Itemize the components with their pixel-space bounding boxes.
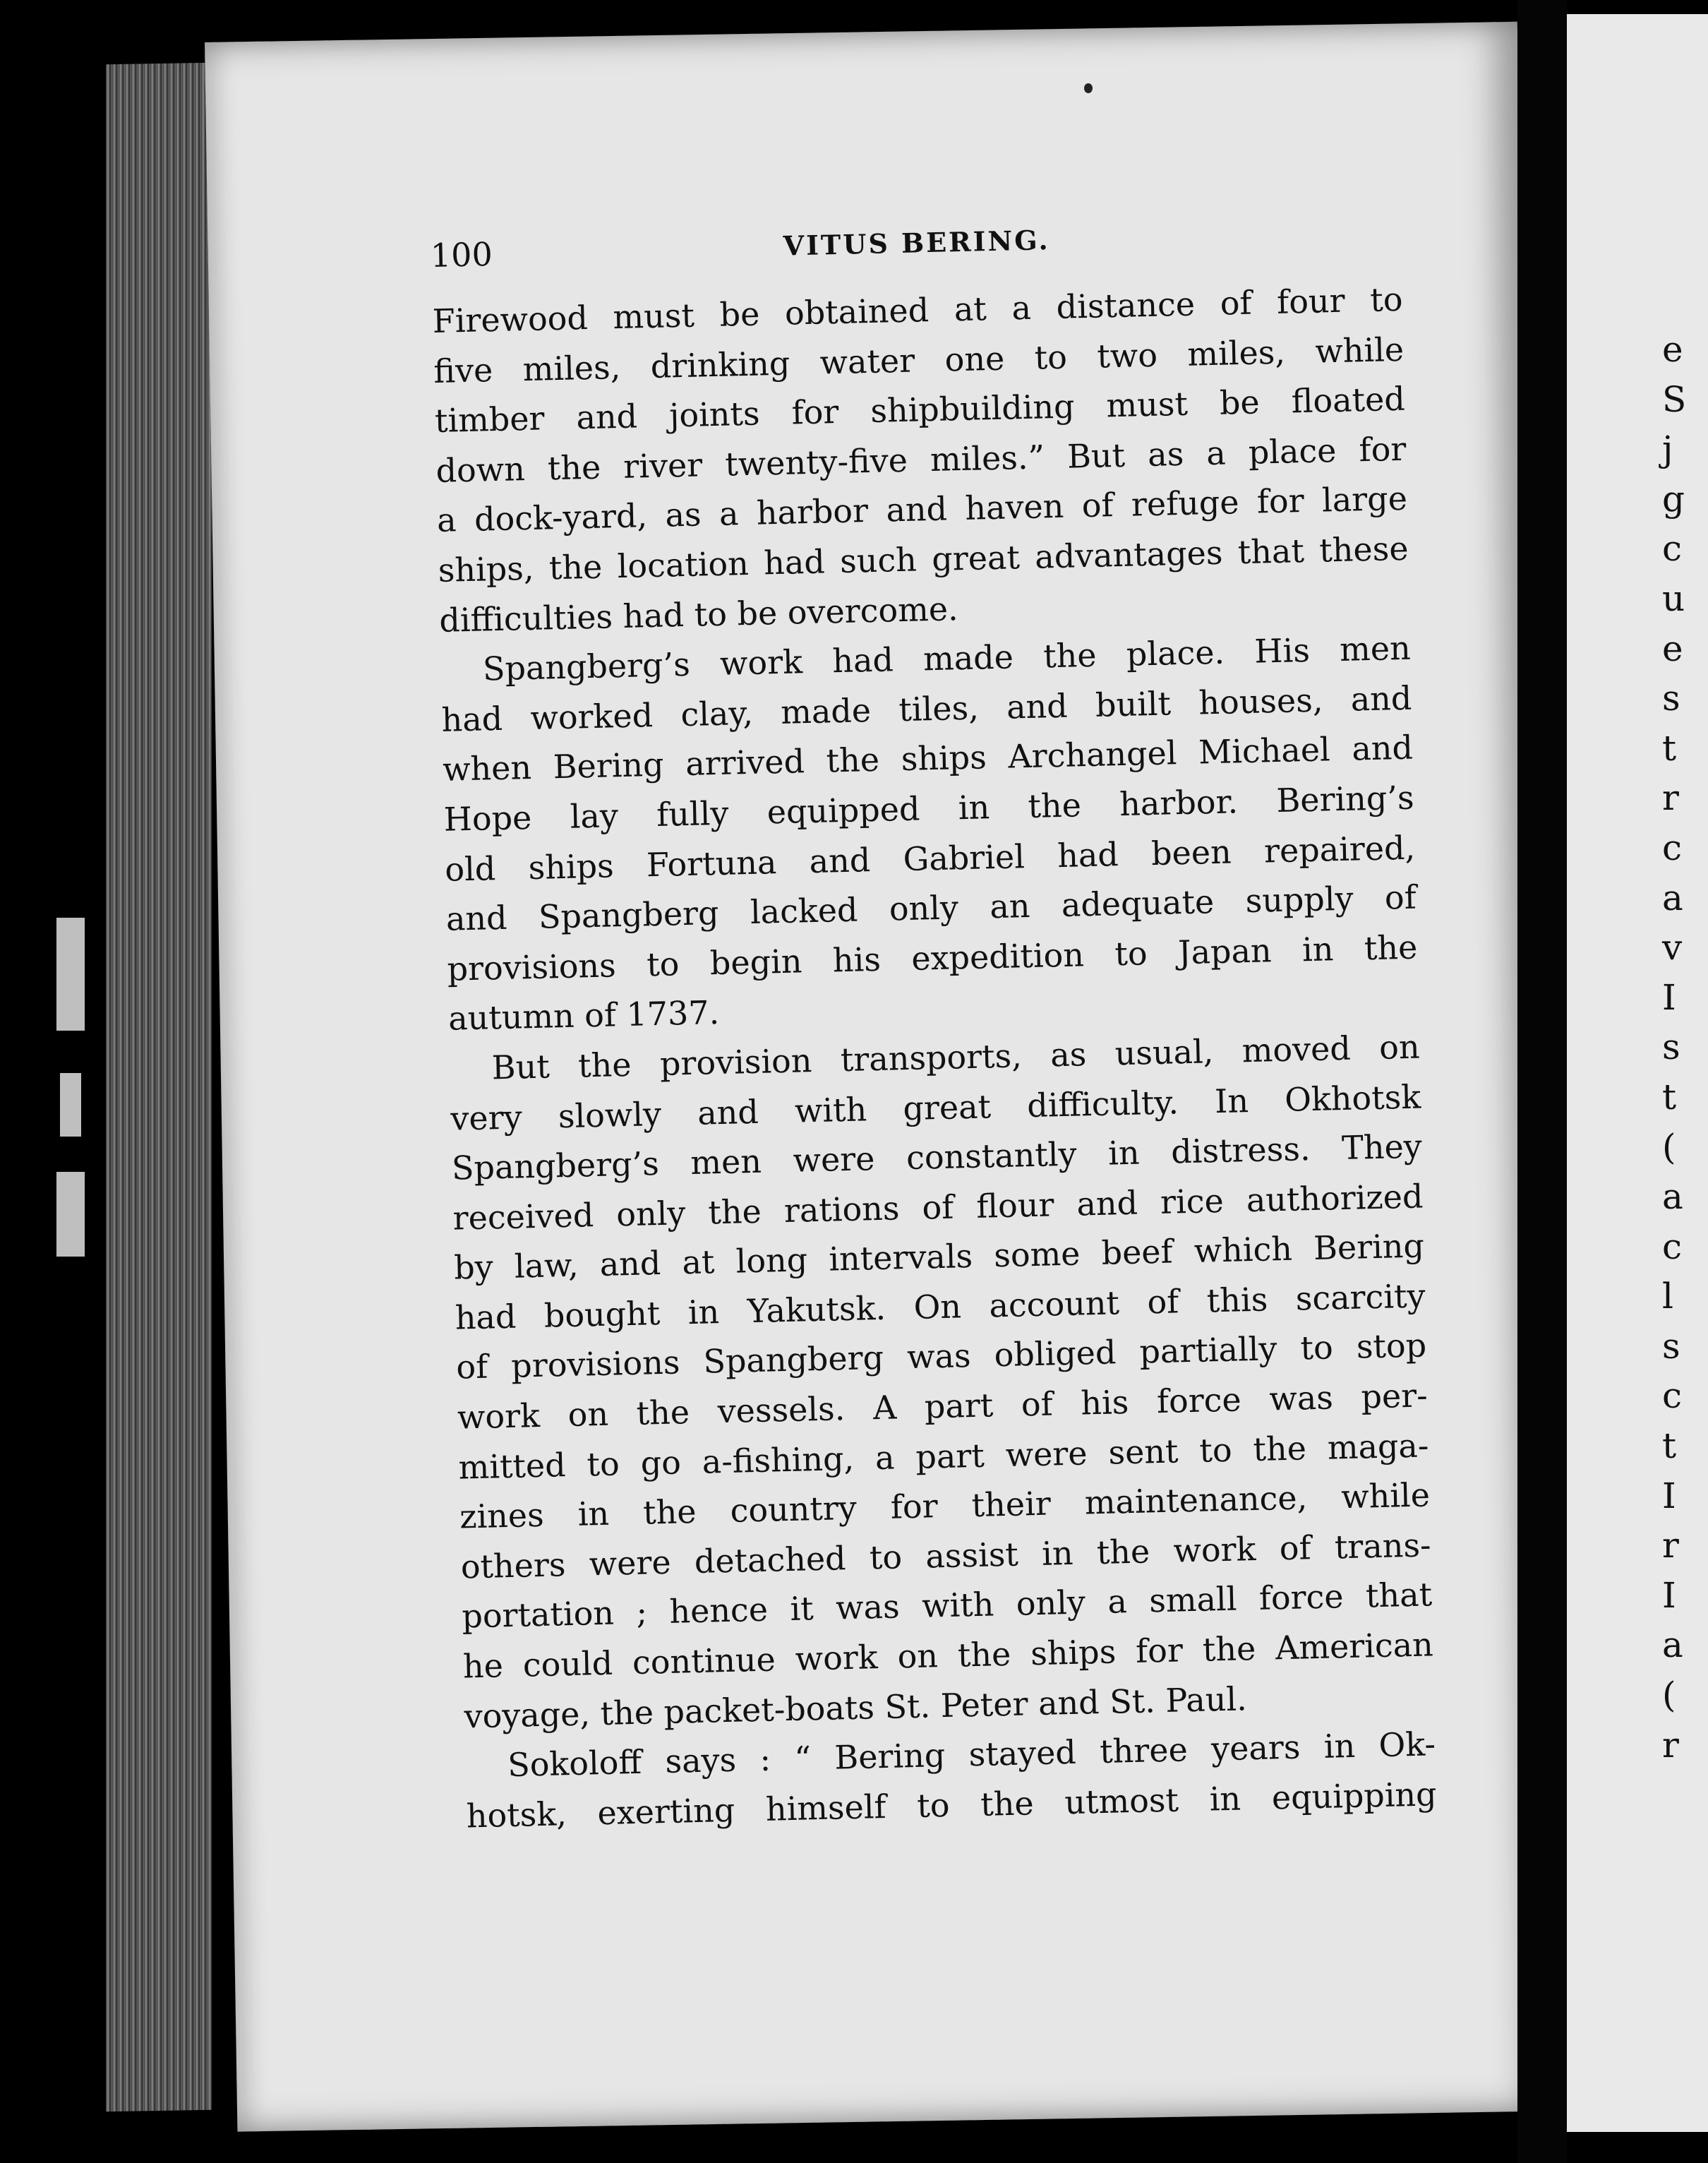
facing-page-letter: S bbox=[1662, 378, 1687, 420]
facing-page-letter: e bbox=[1662, 628, 1683, 669]
text-line: But the provision transports, as usual, moved on bbox=[491, 1027, 1421, 1087]
page-edge-stack bbox=[106, 63, 212, 2112]
facing-page-letter: s bbox=[1662, 678, 1680, 719]
text-line: hotsk, exerting himself to the utmost in equipping bbox=[466, 1775, 1438, 1835]
page-number: 100 bbox=[430, 235, 493, 275]
text-line: Spangberg’s work had made the place. His men bbox=[482, 628, 1412, 688]
text-line: a dock-yard, as a harbor and haven of refuge for large bbox=[436, 479, 1408, 540]
running-head: VITUS BERING. bbox=[783, 224, 1051, 262]
text-line: had worked clay, made tiles, and built houses, and bbox=[440, 678, 1412, 739]
text-line: received only the rations of flour and rice authorized bbox=[452, 1177, 1424, 1238]
facing-page-letter: c bbox=[1662, 1226, 1683, 1267]
text-line: autumn of 1737. bbox=[447, 993, 720, 1038]
facing-page-letter: I bbox=[1662, 1574, 1676, 1616]
paragraph bbox=[440, 623, 1419, 1044]
facing-page-letter: r bbox=[1662, 1525, 1679, 1566]
paragraph bbox=[449, 1021, 1435, 1741]
facing-page-letter: l bbox=[1662, 1276, 1673, 1317]
text-line: timber and joints for shipbuilding must be floated bbox=[434, 379, 1406, 441]
text-line: Spangberg’s men were constantly in distress. They bbox=[451, 1127, 1423, 1187]
text-line: voyage, the packet-boats St. Peter and St. Paul. bbox=[464, 1679, 1248, 1736]
facing-page-letter: a bbox=[1662, 1176, 1683, 1218]
text-line: had bought in Yakutsk. On account of this scarcity bbox=[455, 1276, 1426, 1337]
text-line: he could continue work on the ships for the American bbox=[462, 1625, 1434, 1686]
facing-page-letter: t bbox=[1662, 1425, 1677, 1467]
facing-page-letter: r bbox=[1662, 777, 1679, 819]
text-line: very slowly and with great difficulty. In Okhotsk bbox=[450, 1077, 1421, 1138]
text-line: mitted to go a-fishing, a part were sent to the maga- bbox=[458, 1426, 1429, 1487]
facing-page-letter: s bbox=[1662, 1325, 1680, 1367]
book-gutter bbox=[1517, 0, 1567, 2163]
facing-page-letter: t bbox=[1662, 727, 1677, 769]
facing-page-letter: t bbox=[1662, 1076, 1677, 1118]
facing-page-letter: c bbox=[1662, 827, 1683, 868]
text-line: provisions to begin his expedition to Japan in the bbox=[447, 928, 1418, 988]
text-line: of provisions Spangberg was obliged partially to stop bbox=[455, 1326, 1427, 1387]
text-line: zines in the country for their maintenance, while bbox=[459, 1475, 1431, 1536]
facing-page-letter: e bbox=[1662, 329, 1683, 370]
facing-page-letter: c bbox=[1662, 528, 1683, 570]
text-line: when Bering arrived the ships Archangel Michael and bbox=[442, 728, 1414, 789]
text-line: down the river twenty-five miles.” But as a place for bbox=[435, 429, 1407, 490]
edge-mark bbox=[60, 1073, 81, 1137]
text-line: five miles, drinking water one to two miles, while bbox=[433, 330, 1405, 390]
edge-mark bbox=[56, 918, 85, 1031]
text-line: difficulties had to be overcome. bbox=[438, 589, 959, 640]
facing-page-letters bbox=[1662, 325, 1690, 1770]
text-line: portation ; hence it was with only a small force that bbox=[461, 1575, 1433, 1636]
text-line: Hope lay fully equipped in the harbor. Bering’s bbox=[443, 778, 1415, 839]
facing-page-letter: a bbox=[1662, 1624, 1683, 1666]
text-line: Firewood must be obtained at a distance of four to bbox=[432, 280, 1404, 340]
facing-page-letter: r bbox=[1662, 1724, 1679, 1766]
facing-page-letter: I bbox=[1662, 976, 1676, 1018]
facing-page-letter: I bbox=[1662, 1475, 1676, 1516]
facing-page-letter: ( bbox=[1662, 1674, 1676, 1716]
facing-page-letter: v bbox=[1662, 927, 1683, 969]
text-line: Sokoloff says : “ Bering stayed three years in Ok- bbox=[507, 1725, 1436, 1785]
facing-page-letter: j bbox=[1662, 429, 1673, 470]
facing-page-letter: a bbox=[1662, 877, 1683, 918]
text-line: others were detached to assist in the work of trans- bbox=[460, 1526, 1432, 1586]
edge-mark bbox=[56, 1172, 85, 1257]
facing-page-letter: ( bbox=[1662, 1126, 1676, 1168]
text-line: and Spangberg lacked only an adequate supply of bbox=[445, 877, 1417, 938]
text-line: old ships Fortuna and Gabriel had been repaired, bbox=[444, 828, 1416, 889]
facing-page-letter: c bbox=[1662, 1375, 1683, 1417]
facing-page-letter: g bbox=[1662, 478, 1685, 520]
text-line: ships, the location had such great advantages that these bbox=[438, 529, 1409, 589]
ink-speck bbox=[1084, 83, 1093, 93]
facing-page-letter: u bbox=[1662, 577, 1685, 619]
facing-page-letter: s bbox=[1662, 1026, 1680, 1068]
body-text bbox=[432, 275, 1437, 1841]
paragraph bbox=[432, 275, 1410, 645]
text-line: by law, and at long intervals some beef which Bering bbox=[453, 1226, 1425, 1287]
text-line: work on the vessels. A part of his force was per- bbox=[457, 1376, 1429, 1437]
